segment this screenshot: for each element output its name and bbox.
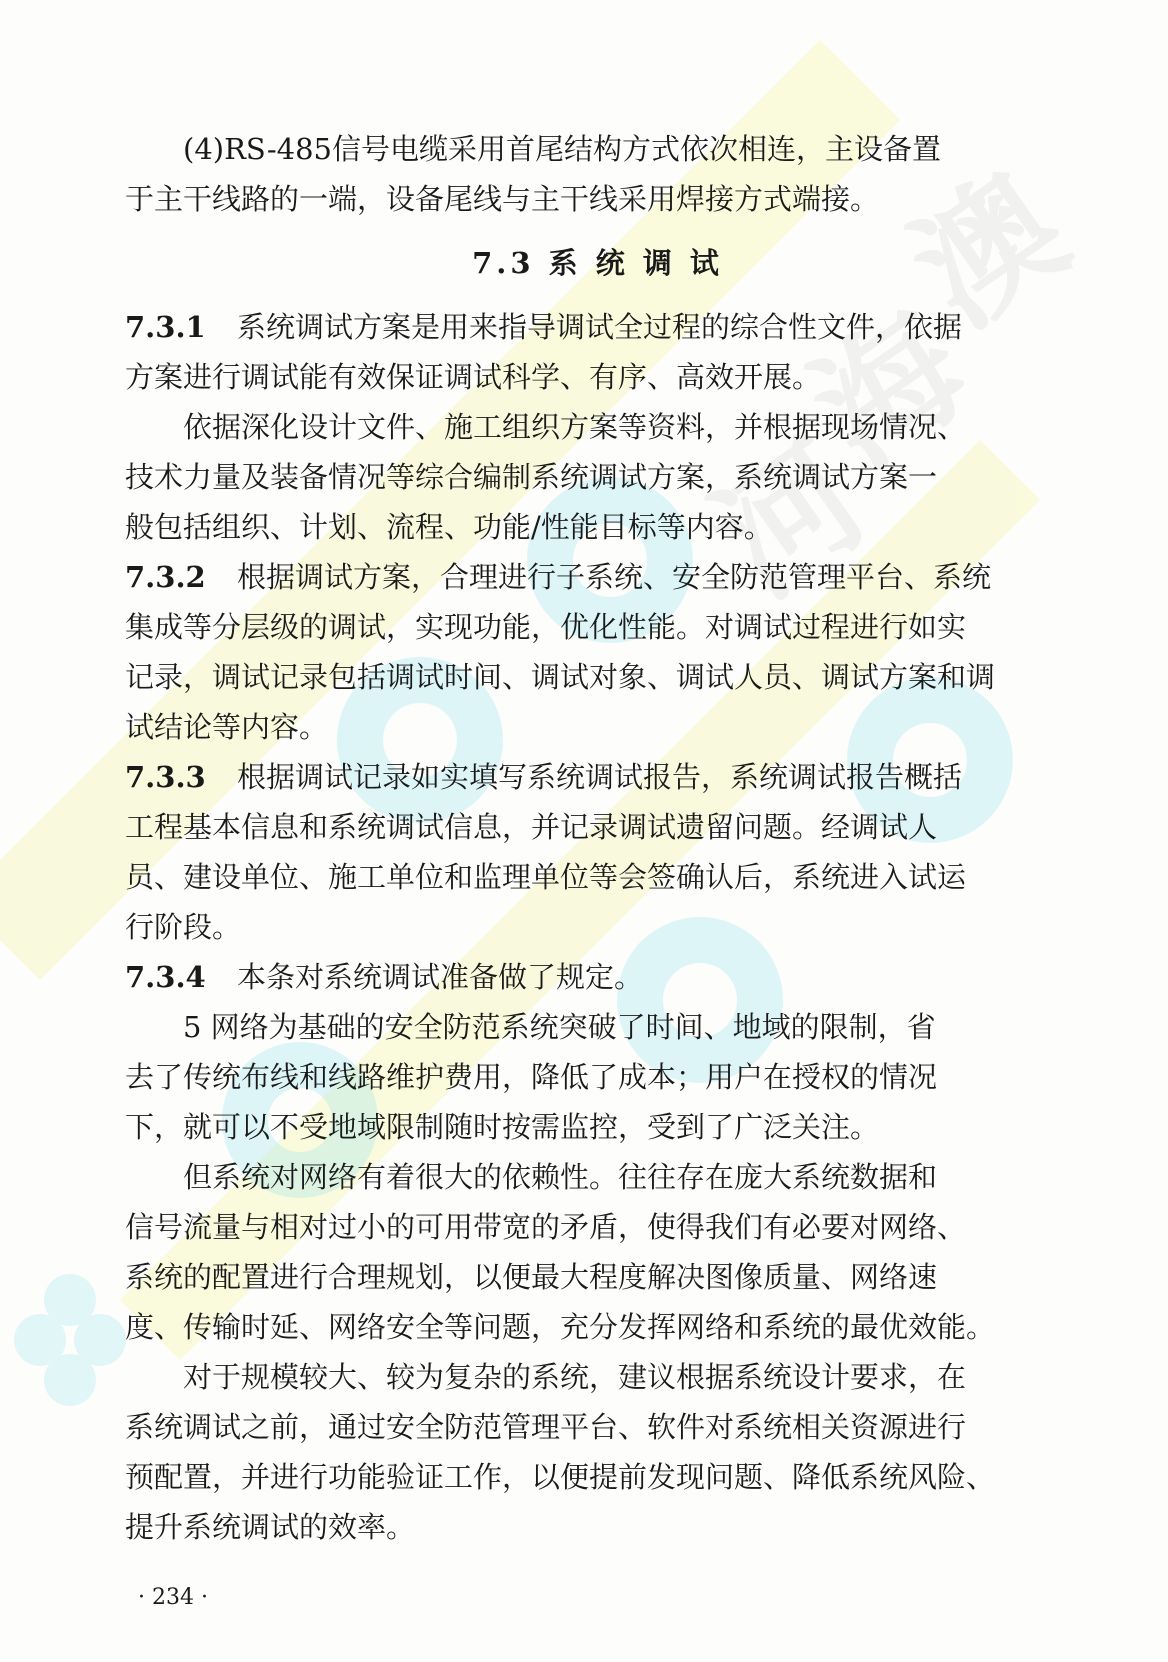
paragraph — [125, 124, 1060, 224]
line-text: 集成等分层级的调试，实现功能，优化性能。对调试过程进行如实 — [125, 610, 967, 644]
clause-number: 7.3.1 — [125, 310, 206, 344]
paragraph — [125, 1352, 1060, 1552]
text-line — [125, 502, 1060, 552]
line-text: 但系统对网络有着很大的依赖性。往往存在庞大系统数据和 — [183, 1160, 938, 1194]
text-line — [125, 1302, 1060, 1352]
line-text: 记录，调试记录包括调试时间、调试对象、调试人员、调试方案和调 — [125, 660, 996, 694]
line-text: 行阶段。 — [125, 910, 242, 944]
text-line — [125, 302, 1060, 352]
line-text: 提升系统调试的效率。 — [125, 1510, 416, 1544]
line-text: 员、建设单位、施工单位和监理单位等会签确认后，系统进入试运 — [125, 860, 967, 894]
line-text: 依据深化设计文件、施工组织方案等资料，并根据现场情况、 — [183, 410, 967, 444]
line-text: 于主干线路的一端，设备尾线与主干线采用焊接方式端接。 — [125, 182, 880, 216]
text-line — [125, 1102, 1060, 1152]
text-line — [125, 1252, 1060, 1302]
text-line — [125, 1502, 1060, 1552]
line-text: 去了传统布线和线路维护费用，降低了成本；用户在授权的情况 — [125, 1060, 938, 1094]
clause-paragraph — [125, 952, 1060, 1002]
clause-paragraph — [125, 302, 1060, 402]
line-text: 根据调试记录如实填写系统调试报告，系统调试报告概括 — [237, 760, 963, 794]
text-line — [125, 174, 1060, 224]
line-text: 信号流量与相对过小的可用带宽的矛盾，使得我们有必要对网络、 — [125, 1210, 967, 1244]
clause-paragraph — [125, 752, 1060, 952]
text-line — [125, 652, 1060, 702]
text-line — [125, 352, 1060, 402]
text-line — [125, 1402, 1060, 1452]
text-line — [125, 124, 1060, 174]
line-text: 系统的配置进行合理规划，以便最大程度解决图像质量、网络速 — [125, 1260, 938, 1294]
paragraph — [125, 402, 1060, 552]
line-text: 系统调试方案是用来指导调试全过程的综合性文件，依据 — [237, 310, 963, 344]
body-text — [125, 124, 1060, 1552]
line-text: 系统调试之前，通过安全防范管理平台、软件对系统相关资源进行 — [125, 1410, 967, 1444]
text-line — [125, 1452, 1060, 1502]
line-text: 工程基本信息和系统调试信息，并记录调试遗留问题。经调试人 — [125, 810, 938, 844]
watermark-glyph-3: 河 — [686, 414, 895, 628]
text-line — [125, 952, 1060, 1002]
text-line — [125, 1002, 1060, 1052]
text-line — [125, 1152, 1060, 1202]
line-text: 技术力量及装备情况等综合编制系统调试方案，系统调试方案一 — [125, 460, 938, 494]
text-line — [125, 702, 1060, 752]
line-text: 预配置，并进行功能验证工作，以便提前发现问题、降低系统风险、 — [125, 1460, 996, 1494]
watermark-flower — [14, 1274, 126, 1406]
line-text: 5 网络为基础的安全防范系统突破了时间、地域的限制，省 — [183, 1010, 936, 1044]
text-line — [125, 752, 1060, 802]
text-line — [125, 802, 1060, 852]
paragraph — [125, 1002, 1060, 1152]
text-line — [125, 852, 1060, 902]
clause-paragraph — [125, 552, 1060, 752]
text-line — [125, 1052, 1060, 1102]
line-text: 下，就可以不受地域限制随时按需监控，受到了广泛关注。 — [125, 1110, 880, 1144]
line-text: (4)RS-485信号电缆采用首尾结构方式依次相连，主设备置 — [183, 132, 941, 166]
text-line — [125, 902, 1060, 952]
text-line — [125, 552, 1060, 602]
line-text: 对于规模较大、较为复杂的系统，建议根据系统设计要求，在 — [183, 1360, 967, 1394]
text-line — [125, 1202, 1060, 1252]
clause-number: 7.3.4 — [125, 960, 206, 994]
paragraph — [125, 1152, 1060, 1352]
text-line — [125, 602, 1060, 652]
text-line — [125, 402, 1060, 452]
line-text: 根据调试方案，合理进行子系统、安全防范管理平台、系统 — [237, 560, 992, 594]
line-text: 本条对系统调试准备做了规定。 — [237, 960, 644, 994]
line-text: 度、传输时延、网络安全等问题，充分发挥网络和系统的最优效能。 — [125, 1310, 996, 1344]
line-text: 方案进行调试能有效保证调试科学、有序、高效开展。 — [125, 360, 822, 394]
text-line — [125, 452, 1060, 502]
clause-number: 7.3.2 — [125, 560, 206, 594]
page-number: · 234 · — [138, 1585, 208, 1610]
text-line — [125, 1352, 1060, 1402]
watermark-glyph-2: 海 — [786, 284, 995, 498]
line-text: 般包括组织、计划、流程、功能/性能目标等内容。 — [125, 510, 773, 544]
clause-number: 7.3.3 — [125, 760, 206, 794]
line-text: 试结论等内容。 — [125, 710, 329, 744]
watermark-glyph-1: 澳 — [886, 144, 1095, 358]
section-heading: 7.3 系 统 调 试 — [472, 246, 723, 280]
